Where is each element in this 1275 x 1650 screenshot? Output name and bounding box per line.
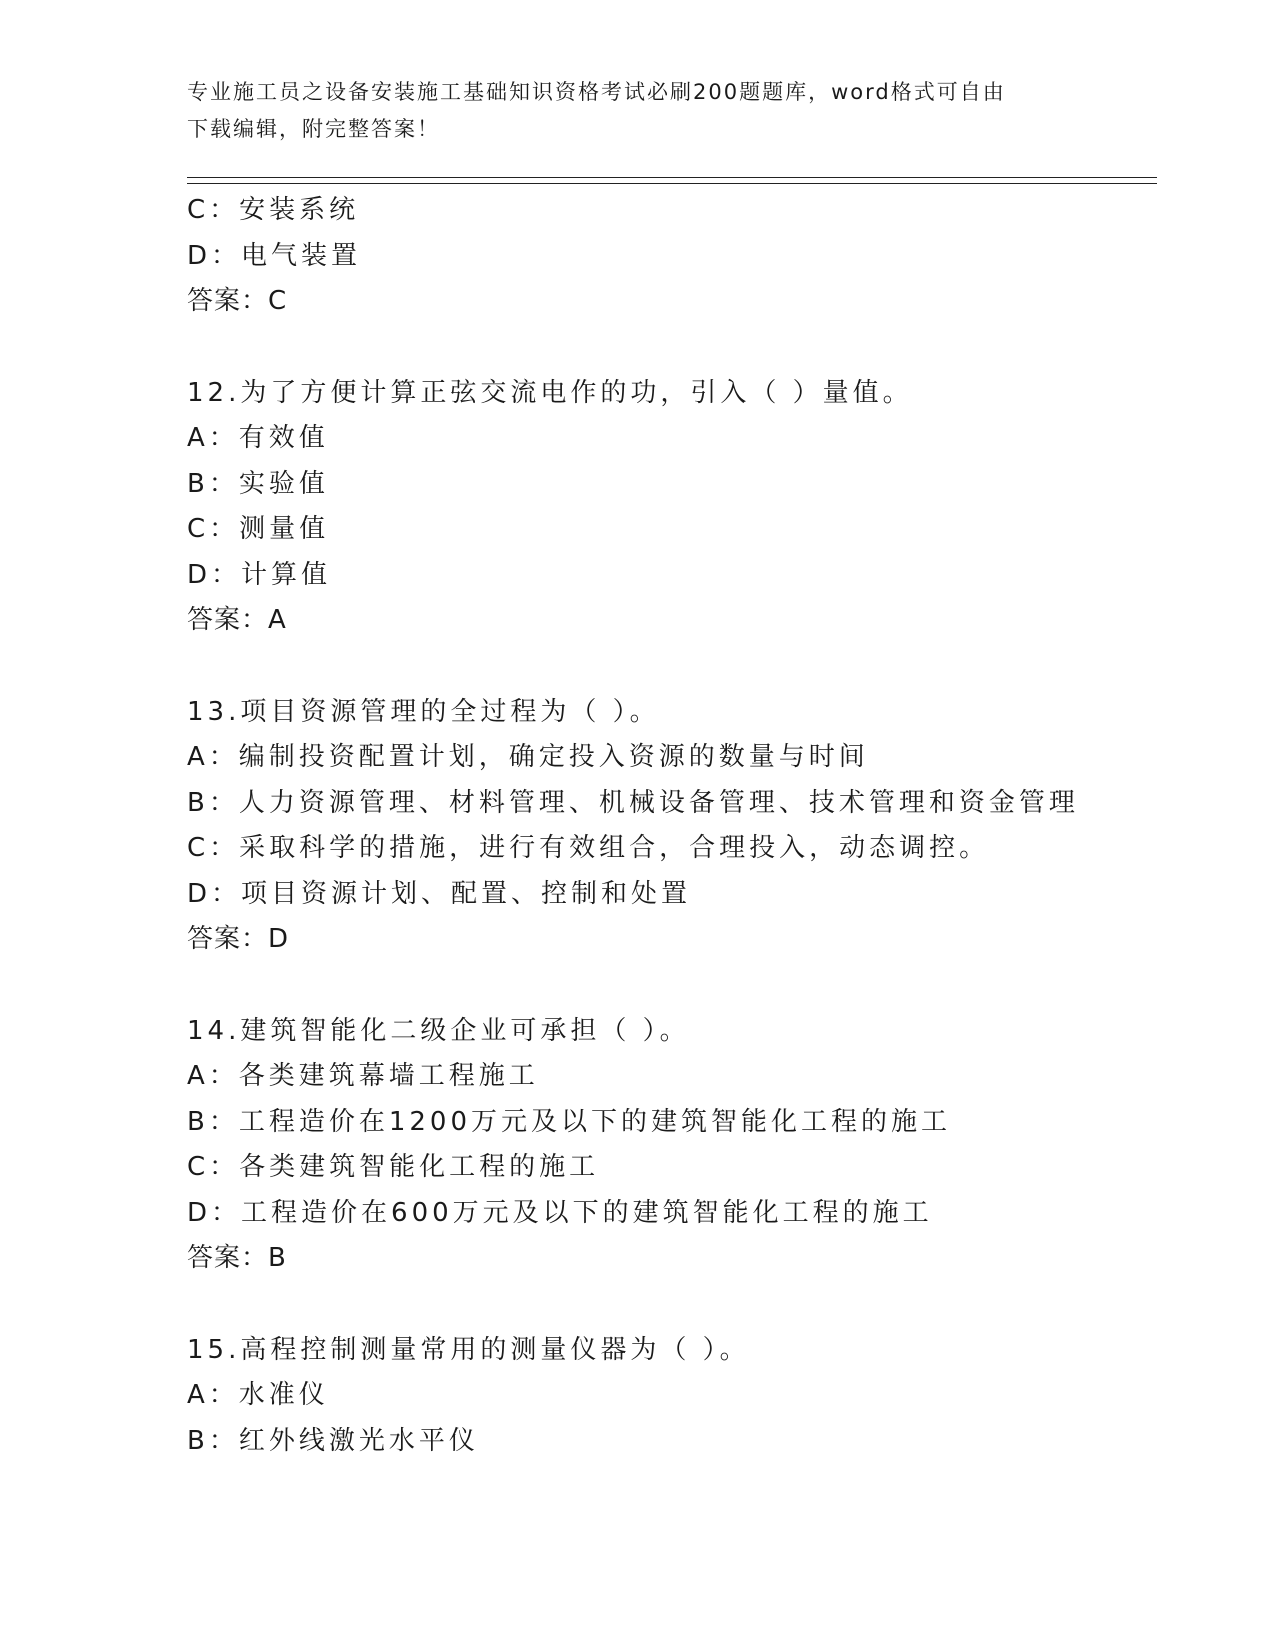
spacer (187, 325, 1167, 371)
question-text: 12.为了方便计算正弦交流电作的功，引入（ ）量值。 (187, 377, 913, 408)
option-b: B：工程造价在1200万元及以下的建筑智能化工程的施工 (187, 1106, 952, 1137)
header-title-line-2: 下载编辑，附完整答案！ (187, 117, 440, 141)
option-a: A：有效值 (187, 423, 329, 453)
option-b: B：人力资源管理、材料管理、机械设备管理、技术管理和资金管理 (187, 787, 1079, 818)
option-c: C：各类建筑智能化工程的施工 (187, 1152, 600, 1182)
question-text: 13.项目资源管理的全过程为（ ）。 (187, 696, 660, 727)
option-a: A：水准仪 (187, 1380, 329, 1410)
document-header (187, 74, 1087, 148)
option-b: B：红外线激光水平仪 (187, 1425, 479, 1456)
option-c: C：安装系统 (187, 195, 360, 225)
spacer (187, 963, 1167, 1009)
option-c: C：采取科学的措施，进行有效组合，合理投入，动态调控。 (187, 833, 990, 863)
question-block-13 (187, 690, 1167, 963)
question-list (187, 188, 1167, 1464)
option-d: D：工程造价在600万元及以下的建筑智能化工程的施工 (187, 1197, 933, 1228)
question-text: 14.建筑智能化二级企业可承担（ ）。 (187, 1015, 690, 1046)
spacer (187, 1282, 1167, 1328)
question-block-11-tail (187, 188, 1167, 325)
answer-line: 答案：C (187, 286, 288, 316)
spacer (187, 644, 1167, 690)
option-b: B：实验值 (187, 468, 329, 499)
question-text: 15.高程控制测量常用的测量仪器为（ ）。 (187, 1334, 750, 1365)
question-block-15 (187, 1328, 1167, 1465)
question-block-14 (187, 1009, 1167, 1282)
option-d: D：计算值 (187, 559, 332, 590)
option-a: A：编制投资配置计划，确定投入资源的数量与时间 (187, 742, 869, 772)
header-divider (187, 177, 1157, 184)
header-title-line-1: 专业施工员之设备安装施工基础知识资格考试必刷200题题库，word格式可自由 (187, 80, 1006, 104)
option-d: D：电气装置 (187, 240, 362, 271)
option-c: C：测量值 (187, 514, 330, 544)
answer-line: 答案：B (187, 1243, 287, 1273)
option-a: A：各类建筑幕墙工程施工 (187, 1061, 539, 1091)
option-d: D：项目资源计划、配置、控制和处置 (187, 878, 692, 909)
answer-line: 答案：D (187, 924, 290, 954)
question-block-12 (187, 371, 1167, 644)
answer-line: 答案：A (187, 605, 287, 635)
